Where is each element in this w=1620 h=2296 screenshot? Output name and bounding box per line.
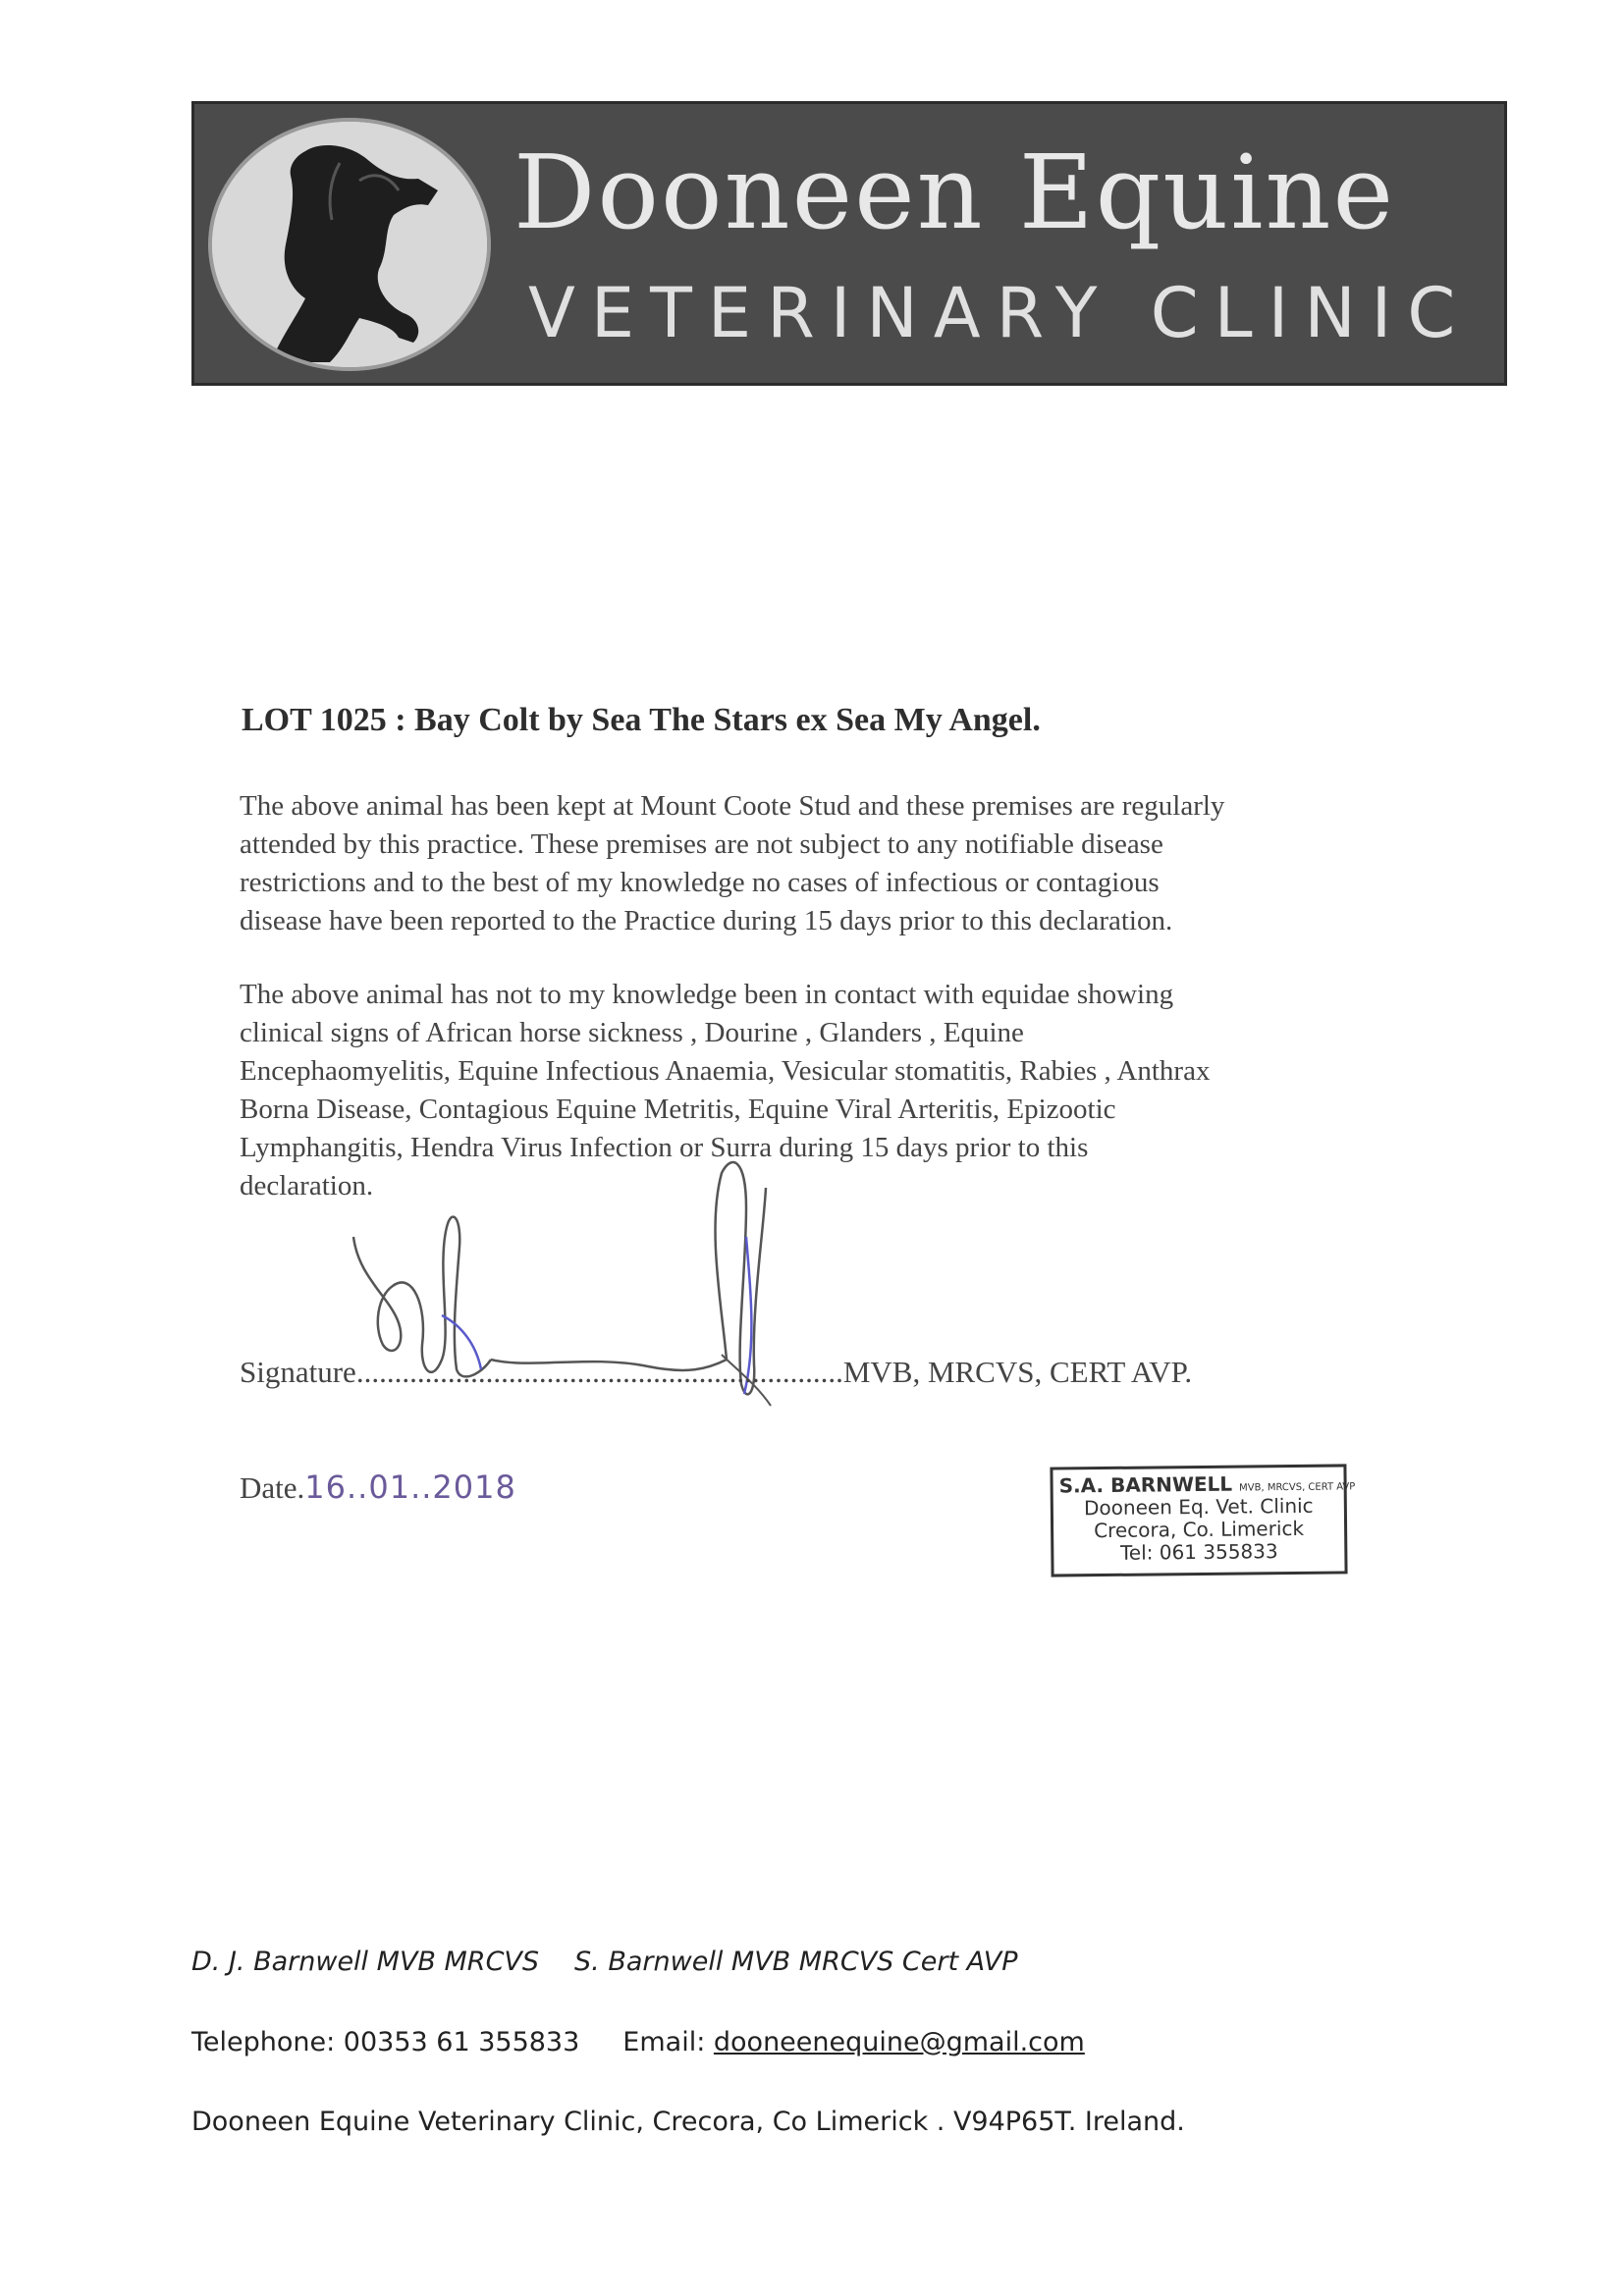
paragraph-line: disease have been reported to the Practice during 15 days prior to this declaration. [240,905,1173,936]
clinic-header-banner [191,101,1507,386]
footer-telephone: Telephone: 00353 61 355833 [191,2027,580,2057]
declaration-paragraph-1 [240,787,1418,940]
signature-dots: ................................................................ [355,1355,843,1389]
date-label: Date. [240,1470,305,1505]
lot-title: LOT 1025 : Bay Colt by Sea The Stars ex Sea My Angel. [242,702,1041,738]
footer-email-label: Email: [622,2027,714,2057]
vet-stamp [1050,1464,1356,1576]
paragraph-line: The above animal has not to my knowledge been in contact with equidae showing [240,979,1174,1010]
stamp-name: S.A. BARNWELL [1058,1471,1233,1498]
footer-vet-2: S. Barnwell MVB MRCVS Cert AVP [574,1947,1018,1977]
footer-vet-1: D. J. Barnwell MVB MRCVS [191,1947,540,1977]
signature-label: Signature [240,1355,356,1389]
date-value: 16..01..2018 [304,1468,516,1506]
footer-contact [191,2027,1468,2057]
signature-qualifications: MVB, MRCVS, CERT AVP. [842,1355,1193,1389]
stamp-line: Tel: 061 355833 [1119,1539,1278,1565]
paragraph-line: Encephaomyelitis, Equine Infectious Anaemia, Vesicular stomatitis, Rabies , Anthrax [240,1055,1211,1087]
paragraph-line: Borna Disease, Contagious Equine Metritis, Equine Viral Arteritis, Epizootic [240,1094,1116,1125]
paragraph-line: clinical signs of African horse sickness , Dourine , Glanders , Equine [240,1017,1024,1048]
paragraph-line: attended by this practice. These premises are not subject to any notifiable disease [240,828,1163,860]
paragraph-line: The above animal has been kept at Mount Coote Stud and these premises are regularly [240,790,1225,822]
paragraph-line: restrictions and to the best of my knowledge no cases of infectious or contagious [240,867,1160,898]
signature-line [240,1355,1418,1390]
stamp-line: Crecora, Co. Limerick [1094,1516,1305,1543]
rearing-horse-icon [208,118,491,371]
clinic-subtitle: VETERINARY CLINIC [528,273,1472,353]
footer-email-link[interactable]: dooneenequine@gmail.com [713,2027,1085,2057]
paragraph-line: declaration. [240,1170,374,1201]
footer-vets [191,1947,1468,1977]
date-line [240,1468,632,1506]
stamp-quals: MVB, MRCVS, CERT AVP [1239,1481,1356,1494]
paragraph-line: Lymphangitis, Hendra Virus Infection or Surra during 15 days prior to this [240,1132,1089,1163]
clinic-name: Dooneen Equine [513,133,1395,252]
footer-address: Dooneen Equine Veterinary Clinic, Crecora, Co Limerick . V94P65T. Ireland. [191,2107,1185,2137]
stamp-line: Dooneen Eq. Vet. Clinic [1083,1493,1314,1521]
